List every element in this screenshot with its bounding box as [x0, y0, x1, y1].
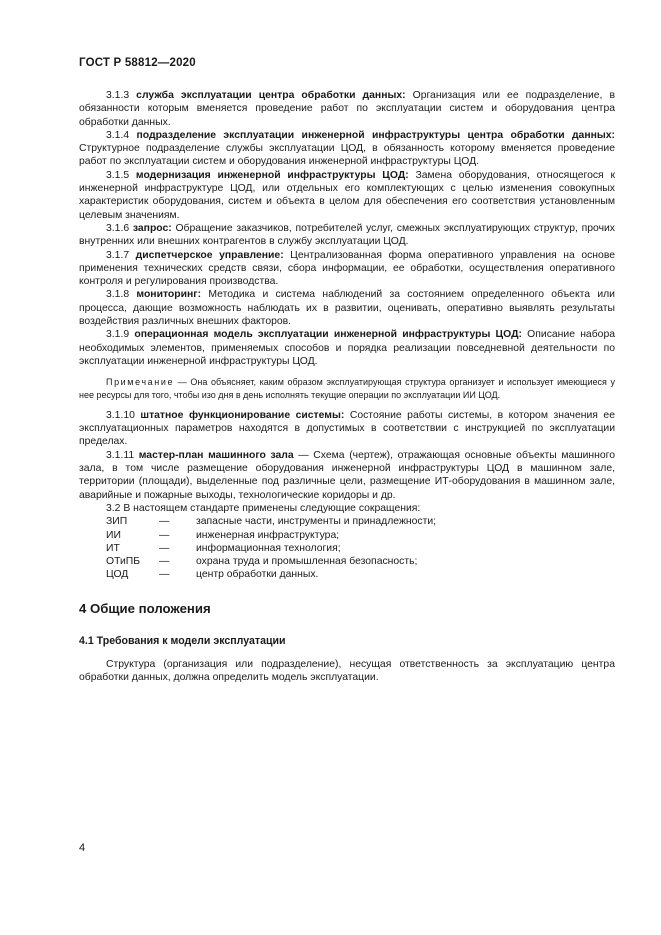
abbreviation-meaning: охрана труда и промышленная безопасность; [196, 556, 418, 568]
term-3-1-7 [79, 249, 615, 289]
term-name: операционная модель эксплуатации инженерной инфраструктуры ЦОД: [134, 329, 522, 341]
term-definition: Состояние работы системы, в котором значения ее эксплуатационных параметров находятся в допустимых в соответствии с инструкцией по эксплуатации пределах. [79, 409, 615, 448]
term-number: 3.1.5 [106, 169, 130, 181]
term-definition: Методика и система наблюдений за состоянием определенного объекта или процесса, дающие возможность наблюдать их в развитии, оценивать, оперативно выявлять результаты воздействия различных внешних факторов. [79, 289, 615, 328]
term-name: модернизация инженерной инфраструктуры ЦОД: [135, 169, 409, 181]
term-number: 3.1.6 [106, 222, 130, 234]
abbreviations-list [106, 515, 615, 581]
abbreviations-intro: 3.2 В настоящем стандарте применены следующие сокращения: [106, 502, 421, 514]
abbreviation: ИИ [106, 529, 121, 541]
page-content [79, 89, 615, 684]
abbreviation-dash: — [159, 529, 170, 541]
note [79, 376, 615, 401]
term-3-1-3 [79, 89, 615, 129]
term-3-1-5 [79, 169, 615, 222]
term-name: запрос: [132, 222, 172, 234]
term-3-1-8 [79, 288, 615, 328]
term-number: 3.1.3 [106, 90, 130, 101]
abbreviation-meaning: информационная технология; [196, 542, 341, 554]
abbreviation-dash: — [159, 556, 170, 568]
term-3-1-11 [79, 449, 615, 502]
term-name: диспетчерское управление: [135, 249, 284, 261]
term-number: 3.1.7 [106, 249, 130, 261]
term-definition: Структурное подразделение службы эксплуатации ЦОД, в обязанность которому вменяется проведение работ по эксплуатации систем и оборудования инженерной инфраструктуры ЦОД. [79, 143, 615, 168]
abbreviation-meaning: центр обработки данных. [196, 569, 319, 581]
term-name: штатное функционирование системы: [140, 409, 345, 421]
term-definition: Централизованная форма оперативного управления на основе применения технических средств связи, сбора информации, ее обработки, осуществления оперативного контроля и регулирования производства. [79, 249, 616, 288]
term-definition: Замена оборудования, относящегося к инженерной инфраструктуре ЦОД, или отдельных его комплектующих с целью изменения совокупных характеристик оборудования, систем и объекта в целом для обеспечения его соответствия установленным целевым значениям. [79, 169, 615, 221]
abbreviation: ИТ [106, 542, 120, 554]
abbreviation-row [106, 555, 615, 568]
term-name: подразделение эксплуатации инженерной инфраструктуры центра обработки данных: [136, 129, 616, 141]
abbreviation: ОТиПБ [106, 556, 141, 568]
abbreviation: ЗИП [106, 516, 128, 528]
section-4-1-paragraph: Структура (организация или подразделение), несущая ответственность за эксплуатацию центра обработки данных, должна определить модель эксплуатации. [79, 658, 615, 683]
term-number: 3.1.8 [106, 289, 130, 301]
term-definition: Организация или ее подразделение, в обязанности которым вменяется проведение работ по эксплуатации систем и оборудования центра обработки данных. [79, 90, 615, 128]
term-name: мониторинг: [136, 289, 202, 301]
term-number: 3.1.11 [106, 449, 135, 461]
term-3-1-6 [79, 222, 615, 249]
abbreviation-dash: — [159, 516, 170, 528]
abbreviation-dash: — [159, 542, 170, 554]
term-3-1-9 [79, 328, 615, 368]
abbreviation-row [106, 515, 615, 528]
note-text: — Она объясняет, каким образом эксплуатирующая структура организует и использует имеющиеся у нее ресурсы для того, чтобы изо дня в день исполнять текущие операции по эксплуатации ИИ ЦОД. [79, 377, 615, 400]
abbreviation: ЦОД [106, 569, 129, 581]
abbreviation-row [106, 568, 615, 581]
section-4-heading: 4 Общие положения [79, 600, 211, 616]
term-definition: Описание набора необходимых элементов, применяемых способов и порядка реализации повседневной деятельности по эксплуатации инженерной инфраструктуры ЦОД. [79, 329, 615, 367]
term-number: 3.1.10 [106, 409, 135, 421]
abbreviation-meaning: инженерная инфраструктура; [196, 529, 340, 541]
term-number: 3.1.4 [106, 129, 130, 141]
abbreviation-row [106, 542, 615, 555]
note-label: Примечание [106, 377, 175, 388]
page-number: 4 [79, 842, 86, 854]
term-number: 3.1.9 [106, 329, 130, 341]
term-3-1-10 [79, 409, 615, 449]
section-4-1-heading: 4.1 Требования к модели эксплуатации [79, 634, 286, 647]
term-name: мастер-план машинного зала [138, 449, 294, 461]
abbreviation-dash: — [159, 569, 170, 581]
term-3-1-4 [79, 129, 615, 169]
term-definition: — Схема (чертеж), отражающая основные объекты машинного зала, в том числе размещение оборудования инженерной инфраструктуры ЦОД в машинном зале, территории (площади), выделенные под различные цели, размещение ИТ-оборудования в машинном зале, аварийные и пожарные выходы, технологические коридоры и др. [79, 449, 615, 501]
term-name: служба эксплуатации центра обработки данных: [136, 90, 406, 101]
abbreviation-row [106, 529, 615, 542]
abbreviation-meaning: запасные части, инструменты и принадлежности; [196, 516, 437, 528]
document-header: ГОСТ Р 58812—2020 [79, 57, 196, 69]
term-definition: Обращение заказчиков, потребителей услуг, смежных эксплуатирующих структур, прочих внутренних или внешних контрагентов в службу эксплуатации ЦОД. [79, 222, 616, 248]
